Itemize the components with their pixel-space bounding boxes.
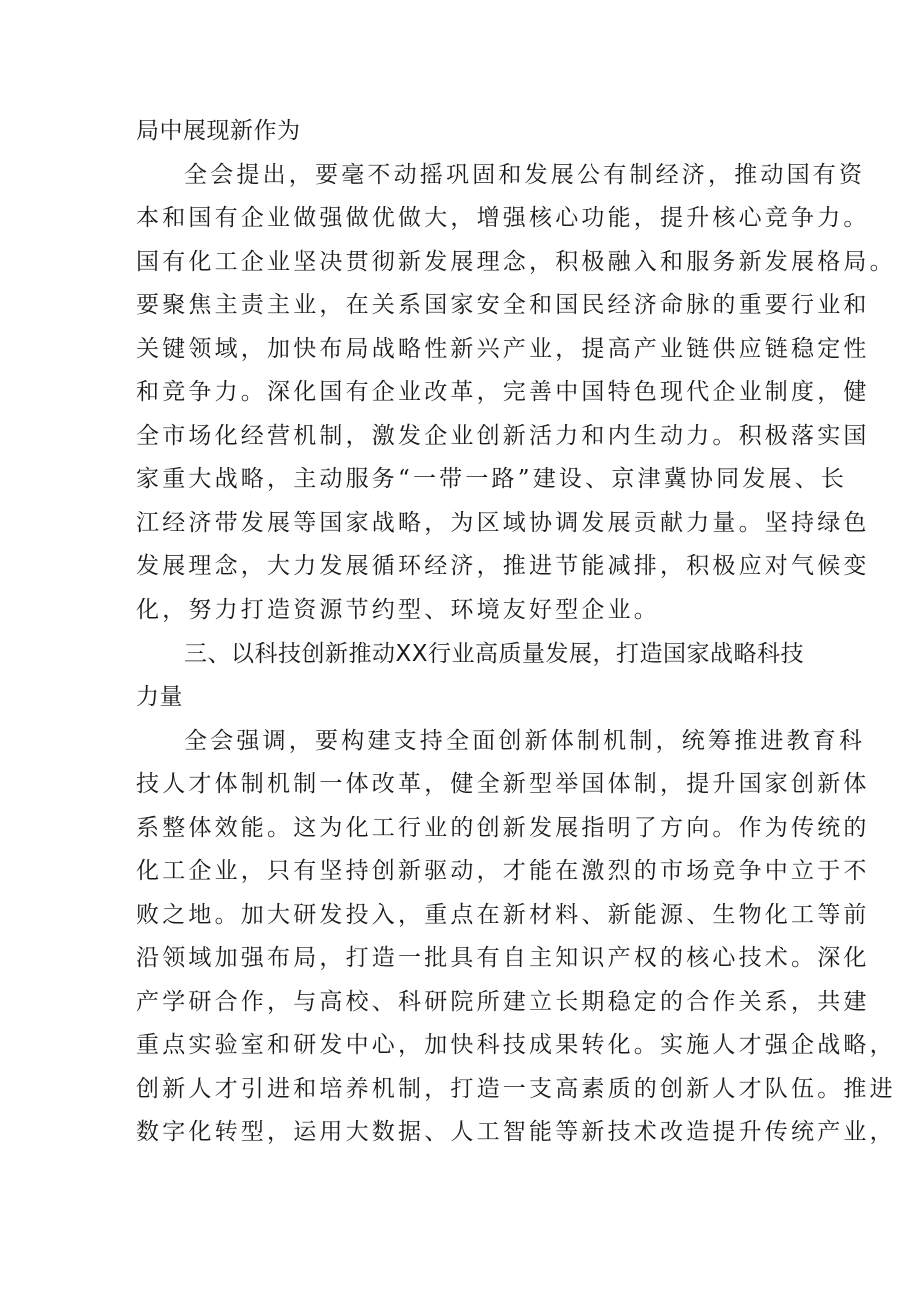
section-heading: 三、以科技创新推动XX行业高质量发展，打造国家战略科技 xyxy=(184,641,805,667)
paragraph-line: 创新人才引进和培养机制，打造一支高素质的创新人才队伍。推进 xyxy=(136,1076,896,1102)
paragraph-line: 产学研合作，与高校、科研院所建立长期稳定的合作关系，共建 xyxy=(136,989,870,1015)
paragraph-line: 全会提出，要毫不动摇巩固和发展公有制经济，推动国有资 xyxy=(184,162,866,188)
paragraph-line: 系整体效能。这为化工行业的创新发展指明了方向。作为传统的 xyxy=(136,815,870,841)
paragraph-line: 技人才体制机制一体改革，健全新型举国体制，提升国家创新体 xyxy=(136,771,870,797)
paragraph-line: 重点实验室和研发中心，加快科技成果转化。实施人才强企战略， xyxy=(136,1032,896,1058)
paragraph-line: 化，努力打造资源节约型、环境友好型企业。 xyxy=(136,597,660,623)
paragraph-line: 全会强调，要构建支持全面创新体制机制，统筹推进教育科 xyxy=(184,728,866,754)
paragraph-line: 江经济带发展等国家战略，为区域协调发展贡献力量。坚持绿色 xyxy=(136,510,870,536)
paragraph-line: 本和国有企业做强做优做大，增强核心功能，提升核心竞争力。 xyxy=(136,205,870,231)
paragraph-line: 败之地。加大研发投入，重点在新材料、新能源、生物化工等前 xyxy=(136,902,870,928)
section-heading-continuation: 局中展现新作为 xyxy=(136,118,301,144)
paragraph-line: 要聚焦主责主业，在关系国家安全和国民经济命脉的重要行业和 xyxy=(136,292,870,318)
paragraph-line: 国有化工企业坚决贯彻新发展理念，积极融入和服务新发展格局。 xyxy=(136,249,896,275)
section-heading: 力量 xyxy=(136,684,183,710)
paragraph-line: 家重大战略，主动服务“一带一路”建设、京津冀协同发展、长 xyxy=(136,466,848,492)
paragraph-line: 和竞争力。深化国有企业改革，完善中国特色现代企业制度，健 xyxy=(136,379,870,405)
paragraph-line: 沿领域加强布局，打造一批具有自主知识产权的核心技术。深化 xyxy=(136,945,870,971)
paragraph-line: 化工企业，只有坚持创新驱动，才能在激烈的市场竞争中立于不 xyxy=(136,858,870,884)
paragraph-line: 发展理念，大力发展循环经济，推进节能减排，积极应对气候变 xyxy=(136,553,870,579)
paragraph-line: 全市场化经营机制，激发企业创新活力和内生动力。积极落实国 xyxy=(136,423,870,449)
paragraph-line: 关键领域，加快布局战略性新兴产业，提高产业链供应链稳定性 xyxy=(136,336,870,362)
paragraph-line: 数字化转型，运用大数据、人工智能等新技术改造提升传统产业， xyxy=(136,1119,896,1145)
